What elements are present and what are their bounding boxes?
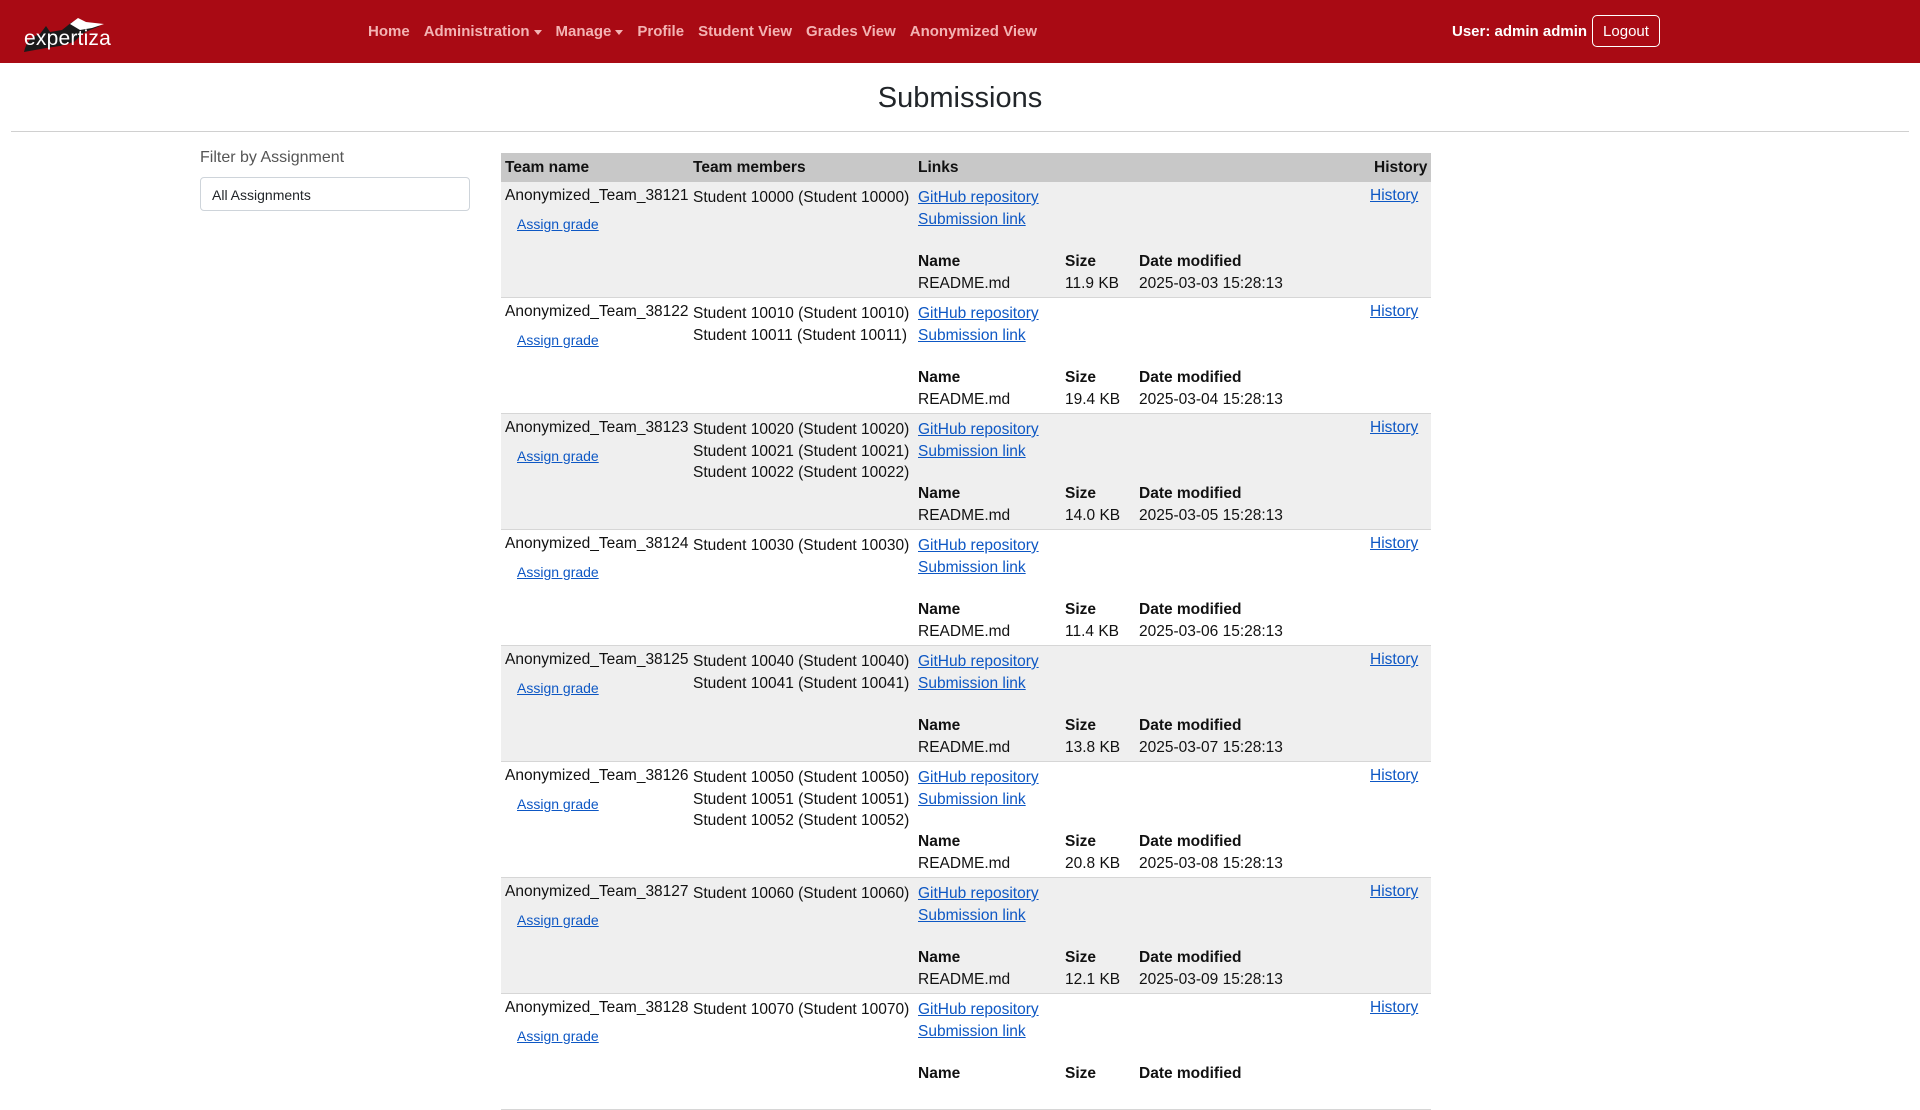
assign-grade-link[interactable]: Assign grade: [517, 1028, 599, 1044]
nav-profile[interactable]: Profile: [637, 23, 685, 40]
team-name: Anonymized_Team_38126: [505, 767, 689, 784]
assign-grade-link[interactable]: Assign grade: [517, 680, 599, 696]
file-date-header: Date modified: [1139, 485, 1242, 502]
file-date-header: Date modified: [1139, 601, 1242, 618]
team-member: Student 10041 (Student 10041): [693, 674, 910, 692]
team-members-cell: [689, 414, 914, 530]
file-date-modified: 2025-03-04 15:28:13: [1139, 391, 1283, 408]
file-date-modified: 2025-03-08 15:28:13: [1139, 855, 1283, 872]
history-link[interactable]: History: [1370, 187, 1419, 204]
file-name-header: Name: [918, 833, 961, 850]
submission-link[interactable]: Submission link: [918, 907, 1026, 924]
table-row: [501, 530, 1431, 646]
team-member: Student 10022 (Student 10022): [693, 464, 910, 481]
github-repository-link[interactable]: GitHub repository: [918, 885, 1039, 902]
team-member: Student 10000 (Student 10000): [693, 189, 910, 206]
main-nav: [368, 0, 1051, 63]
file-size: 14.0 KB: [1065, 507, 1121, 524]
submission-link[interactable]: Submission link: [918, 675, 1026, 692]
github-repository-link[interactable]: GitHub repository: [918, 421, 1039, 438]
file-name-header: Name: [918, 601, 961, 618]
team-member: Student 10030 (Student 10030): [693, 537, 910, 554]
nav-anonymized-view[interactable]: Anonymized View: [909, 23, 1038, 40]
team-member: Student 10010 (Student 10010): [693, 305, 910, 322]
file-size-header: Size: [1065, 833, 1097, 850]
team-name-cell: [501, 646, 689, 762]
history-cell: [1370, 530, 1431, 646]
history-cell: [1370, 298, 1431, 414]
nav-student-view[interactable]: Student View: [698, 23, 792, 40]
file-name-header: Name: [918, 369, 961, 386]
file-date-header: Date modified: [1139, 1065, 1242, 1082]
file-name[interactable]: README.md: [918, 275, 1011, 292]
brand-name[interactable]: expertiza: [24, 27, 112, 50]
history-cell: [1370, 414, 1431, 530]
team-name-cell: [501, 298, 689, 414]
nav-home[interactable]: Home: [368, 23, 410, 40]
file-name[interactable]: README.md: [918, 971, 1011, 988]
history-cell: [1370, 646, 1431, 762]
assignment-filter-select[interactable]: All Assignments: [200, 177, 470, 211]
file-size-header: Size: [1065, 485, 1097, 502]
nav-grades-view[interactable]: Grades View: [805, 23, 896, 40]
table-row: [501, 182, 1431, 298]
links-cell: [914, 646, 1370, 762]
assign-grade-link[interactable]: Assign grade: [517, 332, 599, 348]
team-name: Anonymized_Team_38121: [505, 187, 689, 204]
assign-grade-link[interactable]: Assign grade: [517, 912, 599, 928]
file-date-modified: 2025-03-09 15:28:13: [1139, 971, 1283, 988]
table-row: [501, 994, 1431, 1110]
table-row: [501, 878, 1431, 994]
file-size-header: Size: [1065, 253, 1097, 270]
history-cell: [1370, 182, 1431, 298]
submissions-table-wrap: [501, 153, 1431, 1110]
github-repository-link[interactable]: GitHub repository: [918, 769, 1039, 786]
table-row: [501, 414, 1431, 530]
file-date-modified: 2025-03-03 15:28:13: [1139, 275, 1283, 292]
assign-grade-link[interactable]: Assign grade: [517, 216, 599, 232]
team-members-cell: [689, 762, 914, 878]
team-members-cell: [689, 530, 914, 646]
file-size-header: Size: [1065, 601, 1097, 618]
history-link[interactable]: History: [1370, 883, 1419, 900]
divider: [11, 131, 1909, 132]
team-member: Student 10050 (Student 10050): [693, 769, 910, 786]
github-repository-link[interactable]: GitHub repository: [918, 1001, 1039, 1018]
nav-administration[interactable]: Administration: [424, 23, 542, 40]
file-size-header: Size: [1065, 717, 1097, 734]
file-size: 20.8 KB: [1065, 855, 1121, 872]
file-name-header: Name: [918, 1065, 961, 1082]
history-link[interactable]: History: [1370, 535, 1419, 552]
history-link[interactable]: History: [1370, 651, 1419, 668]
nav-manage[interactable]: Manage: [556, 23, 624, 40]
history-link[interactable]: History: [1370, 303, 1419, 320]
team-members-cell: [689, 182, 914, 298]
file-date-header: Date modified: [1139, 949, 1242, 966]
submission-link[interactable]: Submission link: [918, 327, 1026, 344]
team-members-cell: [689, 646, 914, 762]
file-size: 19.4 KB: [1065, 391, 1121, 408]
file-name[interactable]: README.md: [918, 739, 1011, 756]
submissions-table: [501, 153, 1431, 1110]
header-team-name: Team name: [501, 153, 689, 182]
header-history: History: [1370, 153, 1431, 182]
team-name-cell: [501, 414, 689, 530]
team-name: Anonymized_Team_38128: [505, 999, 689, 1016]
history-link[interactable]: History: [1370, 999, 1419, 1016]
file-size-header: Size: [1065, 369, 1097, 386]
user-label: User: admin admin: [1452, 23, 1588, 40]
links-cell: [914, 530, 1370, 646]
table-row: [501, 646, 1431, 762]
page-title: Submissions: [877, 82, 1043, 114]
links-cell: [914, 762, 1370, 878]
assign-grade-link[interactable]: Assign grade: [517, 448, 599, 464]
links-cell: [914, 994, 1370, 1110]
history-cell: [1370, 994, 1431, 1110]
team-member: Student 10052 (Student 10052): [693, 812, 910, 829]
team-name: Anonymized_Team_38123: [505, 419, 689, 436]
team-member: Student 10040 (Student 10040): [693, 653, 910, 670]
file-date-header: Date modified: [1139, 833, 1242, 850]
file-date-modified: 2025-03-07 15:28:13: [1139, 739, 1283, 756]
file-name-header: Name: [918, 253, 961, 270]
team-members-cell: [689, 298, 914, 414]
submission-link[interactable]: Submission link: [918, 443, 1026, 460]
file-name[interactable]: README.md: [918, 855, 1011, 872]
top-navbar: [0, 0, 1920, 63]
file-size-header: Size: [1065, 1065, 1097, 1082]
file-size-header: Size: [1065, 949, 1097, 966]
github-repository-link[interactable]: GitHub repository: [918, 189, 1039, 206]
team-members-cell: [689, 878, 914, 994]
team-member: Student 10011 (Student 10011): [693, 326, 908, 344]
team-name-cell: [501, 530, 689, 646]
team-name-cell: [501, 182, 689, 298]
team-member: Student 10020 (Student 10020): [693, 421, 910, 438]
file-date-header: Date modified: [1139, 253, 1242, 270]
file-name[interactable]: README.md: [918, 507, 1011, 524]
submission-link[interactable]: Submission link: [918, 211, 1026, 228]
team-member: Student 10051 (Student 10051): [693, 790, 910, 808]
history-link[interactable]: History: [1370, 419, 1419, 436]
chevron-down-icon: [534, 30, 542, 35]
submission-link[interactable]: Submission link: [918, 791, 1026, 808]
table-header-row: [501, 153, 1431, 182]
assign-grade-link[interactable]: Assign grade: [517, 796, 599, 812]
links-cell: [914, 298, 1370, 414]
file-date-modified: 2025-03-06 15:28:13: [1139, 623, 1283, 640]
file-name[interactable]: README.md: [918, 391, 1011, 408]
team-name: Anonymized_Team_38125: [505, 651, 689, 668]
team-name-cell: [501, 878, 689, 994]
github-repository-link[interactable]: GitHub repository: [918, 305, 1039, 322]
github-repository-link[interactable]: GitHub repository: [918, 653, 1039, 670]
file-size: 13.8 KB: [1065, 739, 1121, 756]
submission-link[interactable]: Submission link: [918, 1023, 1026, 1040]
file-date-header: Date modified: [1139, 717, 1242, 734]
assign-grade-link[interactable]: Assign grade: [517, 564, 599, 580]
logout-button[interactable]: Logout: [1592, 15, 1660, 47]
file-name-header: Name: [918, 949, 961, 966]
header-team-members: Team members: [689, 153, 914, 182]
file-size: 12.1 KB: [1065, 971, 1121, 988]
file-size: 11.9 KB: [1065, 275, 1120, 292]
header-links: Links: [914, 153, 1370, 182]
links-cell: [914, 414, 1370, 530]
file-size: 11.4 KB: [1065, 623, 1120, 640]
history-cell: [1370, 878, 1431, 994]
links-cell: [914, 182, 1370, 298]
team-name-cell: [501, 762, 689, 878]
file-name-header: Name: [918, 717, 961, 734]
table-row: [501, 298, 1431, 414]
file-date-header: Date modified: [1139, 369, 1242, 386]
team-name: Anonymized_Team_38124: [505, 535, 689, 552]
filter-label: Filter by Assignment: [200, 149, 345, 166]
github-repository-link[interactable]: GitHub repository: [918, 537, 1039, 554]
team-name-cell: [501, 994, 689, 1110]
history-link[interactable]: History: [1370, 767, 1419, 784]
submission-link[interactable]: Submission link: [918, 559, 1026, 576]
history-cell: [1370, 762, 1431, 878]
team-member: Student 10070 (Student 10070): [693, 1001, 910, 1018]
file-name[interactable]: README.md: [918, 623, 1011, 640]
file-name-header: Name: [918, 485, 961, 502]
team-member: Student 10060 (Student 10060): [693, 885, 910, 902]
table-row: [501, 762, 1431, 878]
team-member: Student 10021 (Student 10021): [693, 442, 910, 460]
file-date-modified: 2025-03-05 15:28:13: [1139, 507, 1283, 524]
chevron-down-icon: [615, 30, 623, 35]
team-name: Anonymized_Team_38122: [505, 303, 689, 320]
links-cell: [914, 878, 1370, 994]
team-members-cell: [689, 994, 914, 1110]
team-name: Anonymized_Team_38127: [505, 883, 689, 900]
